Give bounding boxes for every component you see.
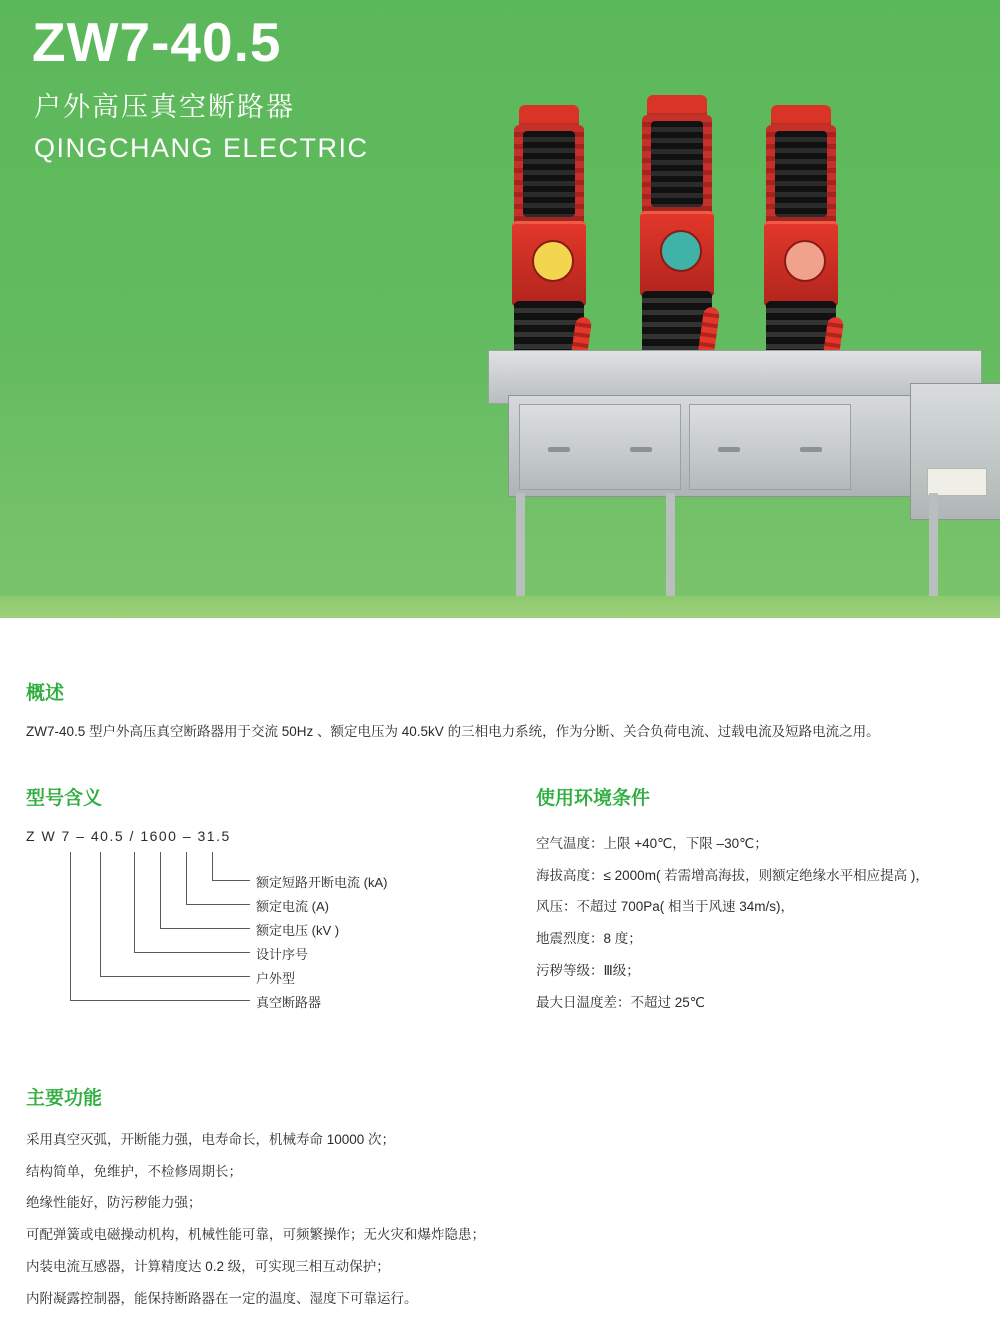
pole-window-icon — [784, 240, 826, 282]
door-handle-icon — [718, 447, 740, 452]
overview-text: ZW7-40.5 型户外高压真空断路器用于交流 50Hz 、额定电压为 40.5kV 的三相电力系统，作为分断、关合负荷电流、过载电流及短路电流之用。 — [26, 724, 880, 739]
cabinet-door-left — [519, 404, 681, 490]
support-frame-center-post — [666, 493, 675, 603]
overview-heading: 概述 — [26, 683, 65, 704]
environment-line: 空气温度：上限 +40℃，下限 –30℃； — [536, 836, 768, 851]
leader-line — [134, 852, 135, 952]
pole-mid-housing — [640, 211, 714, 297]
model-code: Z W 7 – 40.5 / 1600 – 31.5 — [26, 828, 231, 844]
door-handle-icon — [630, 447, 652, 452]
leader-line — [186, 904, 250, 905]
leader-line — [70, 1000, 250, 1001]
breaker-cabinet — [508, 395, 930, 497]
leader-line — [160, 852, 161, 928]
model-heading: 型号含义 — [26, 788, 103, 809]
leader-line — [134, 952, 250, 953]
content-area — [0, 618, 1000, 1318]
leader-line — [160, 928, 250, 929]
model-legend — [26, 852, 496, 1017]
function-item: 可配弹簧或电磁操动机构，机械性能可靠，可频繁操作；无火灾和爆炸隐患； — [26, 1227, 485, 1243]
pole-cap-icon — [647, 95, 707, 117]
hero-bottom-band — [0, 596, 1000, 618]
leader-line — [212, 852, 213, 880]
hero-subtitle-cn: 户外高压真空断路器 — [34, 92, 295, 122]
pole-black-stack — [523, 131, 575, 217]
model-legend-label: 额定短路开断电流 (kA) — [256, 875, 388, 890]
leader-line — [70, 852, 71, 1000]
model-legend-label: 额定电压 (kV ) — [256, 923, 340, 938]
section-environment — [536, 783, 976, 1018]
leader-line — [100, 852, 101, 976]
door-handle-icon — [800, 447, 822, 452]
section-overview — [26, 678, 976, 745]
page-title: ZW7-40.5 — [32, 11, 282, 73]
function-item: 内附凝露控制器，能保持断路器在一定的温度、湿度下可靠运行。 — [26, 1290, 418, 1306]
environment-heading: 使用环境条件 — [536, 788, 651, 809]
pole-cap-icon — [519, 105, 579, 127]
function-item: 结构简单，免维护，不检修周期长； — [26, 1163, 242, 1179]
environment-line: 地震烈度：8 度； — [536, 931, 642, 947]
pole-black-stack — [651, 121, 703, 207]
environment-line: 污秽等级：Ⅲ级； — [536, 962, 640, 978]
pole-mid-housing — [764, 221, 838, 307]
environment-line: 最大日温度差：不超过 25℃ — [536, 994, 705, 1010]
section-functions — [26, 1083, 976, 1314]
nameplate — [927, 468, 987, 496]
model-legend-label: 真空断路器 — [256, 995, 322, 1010]
pole-window-icon — [660, 230, 702, 272]
section-model-designation — [26, 783, 496, 1017]
hero-subtitle-en: QINGCHANG ELECTRIC — [34, 133, 369, 163]
pole-cap-icon — [771, 105, 831, 127]
door-handle-icon — [548, 447, 570, 452]
leader-line — [100, 976, 250, 977]
model-legend-label: 设计序号 — [256, 947, 309, 962]
leader-line — [186, 852, 187, 904]
functions-heading: 主要功能 — [26, 1088, 103, 1109]
pole-black-stack — [775, 131, 827, 217]
function-item: 内装电流互感器，计算精度达 0.2 级，可实现三相互动保护； — [26, 1258, 390, 1274]
hero-banner — [0, 0, 1000, 618]
pole-window-icon — [532, 240, 574, 282]
pole-mid-housing — [512, 221, 586, 307]
cabinet-door-right — [689, 404, 851, 490]
function-item: 绝缘性能好，防污秽能力强； — [26, 1195, 202, 1211]
leader-line — [212, 880, 250, 881]
environment-line: 风压：不超过 700Pa( 相当于风速 34m/s)， — [536, 899, 795, 915]
model-legend-label: 额定电流 (A) — [256, 899, 329, 914]
function-item: 采用真空灭弧，开断能力强，电寿命长，机械寿命 10000 次； — [26, 1132, 396, 1147]
product-illustration — [470, 95, 990, 565]
model-legend-label: 户外型 — [256, 971, 296, 986]
environment-line: 海拔高度：≤ 2000m( 若需增高海拔，则额定绝缘水平相应提高 )， — [536, 867, 929, 883]
